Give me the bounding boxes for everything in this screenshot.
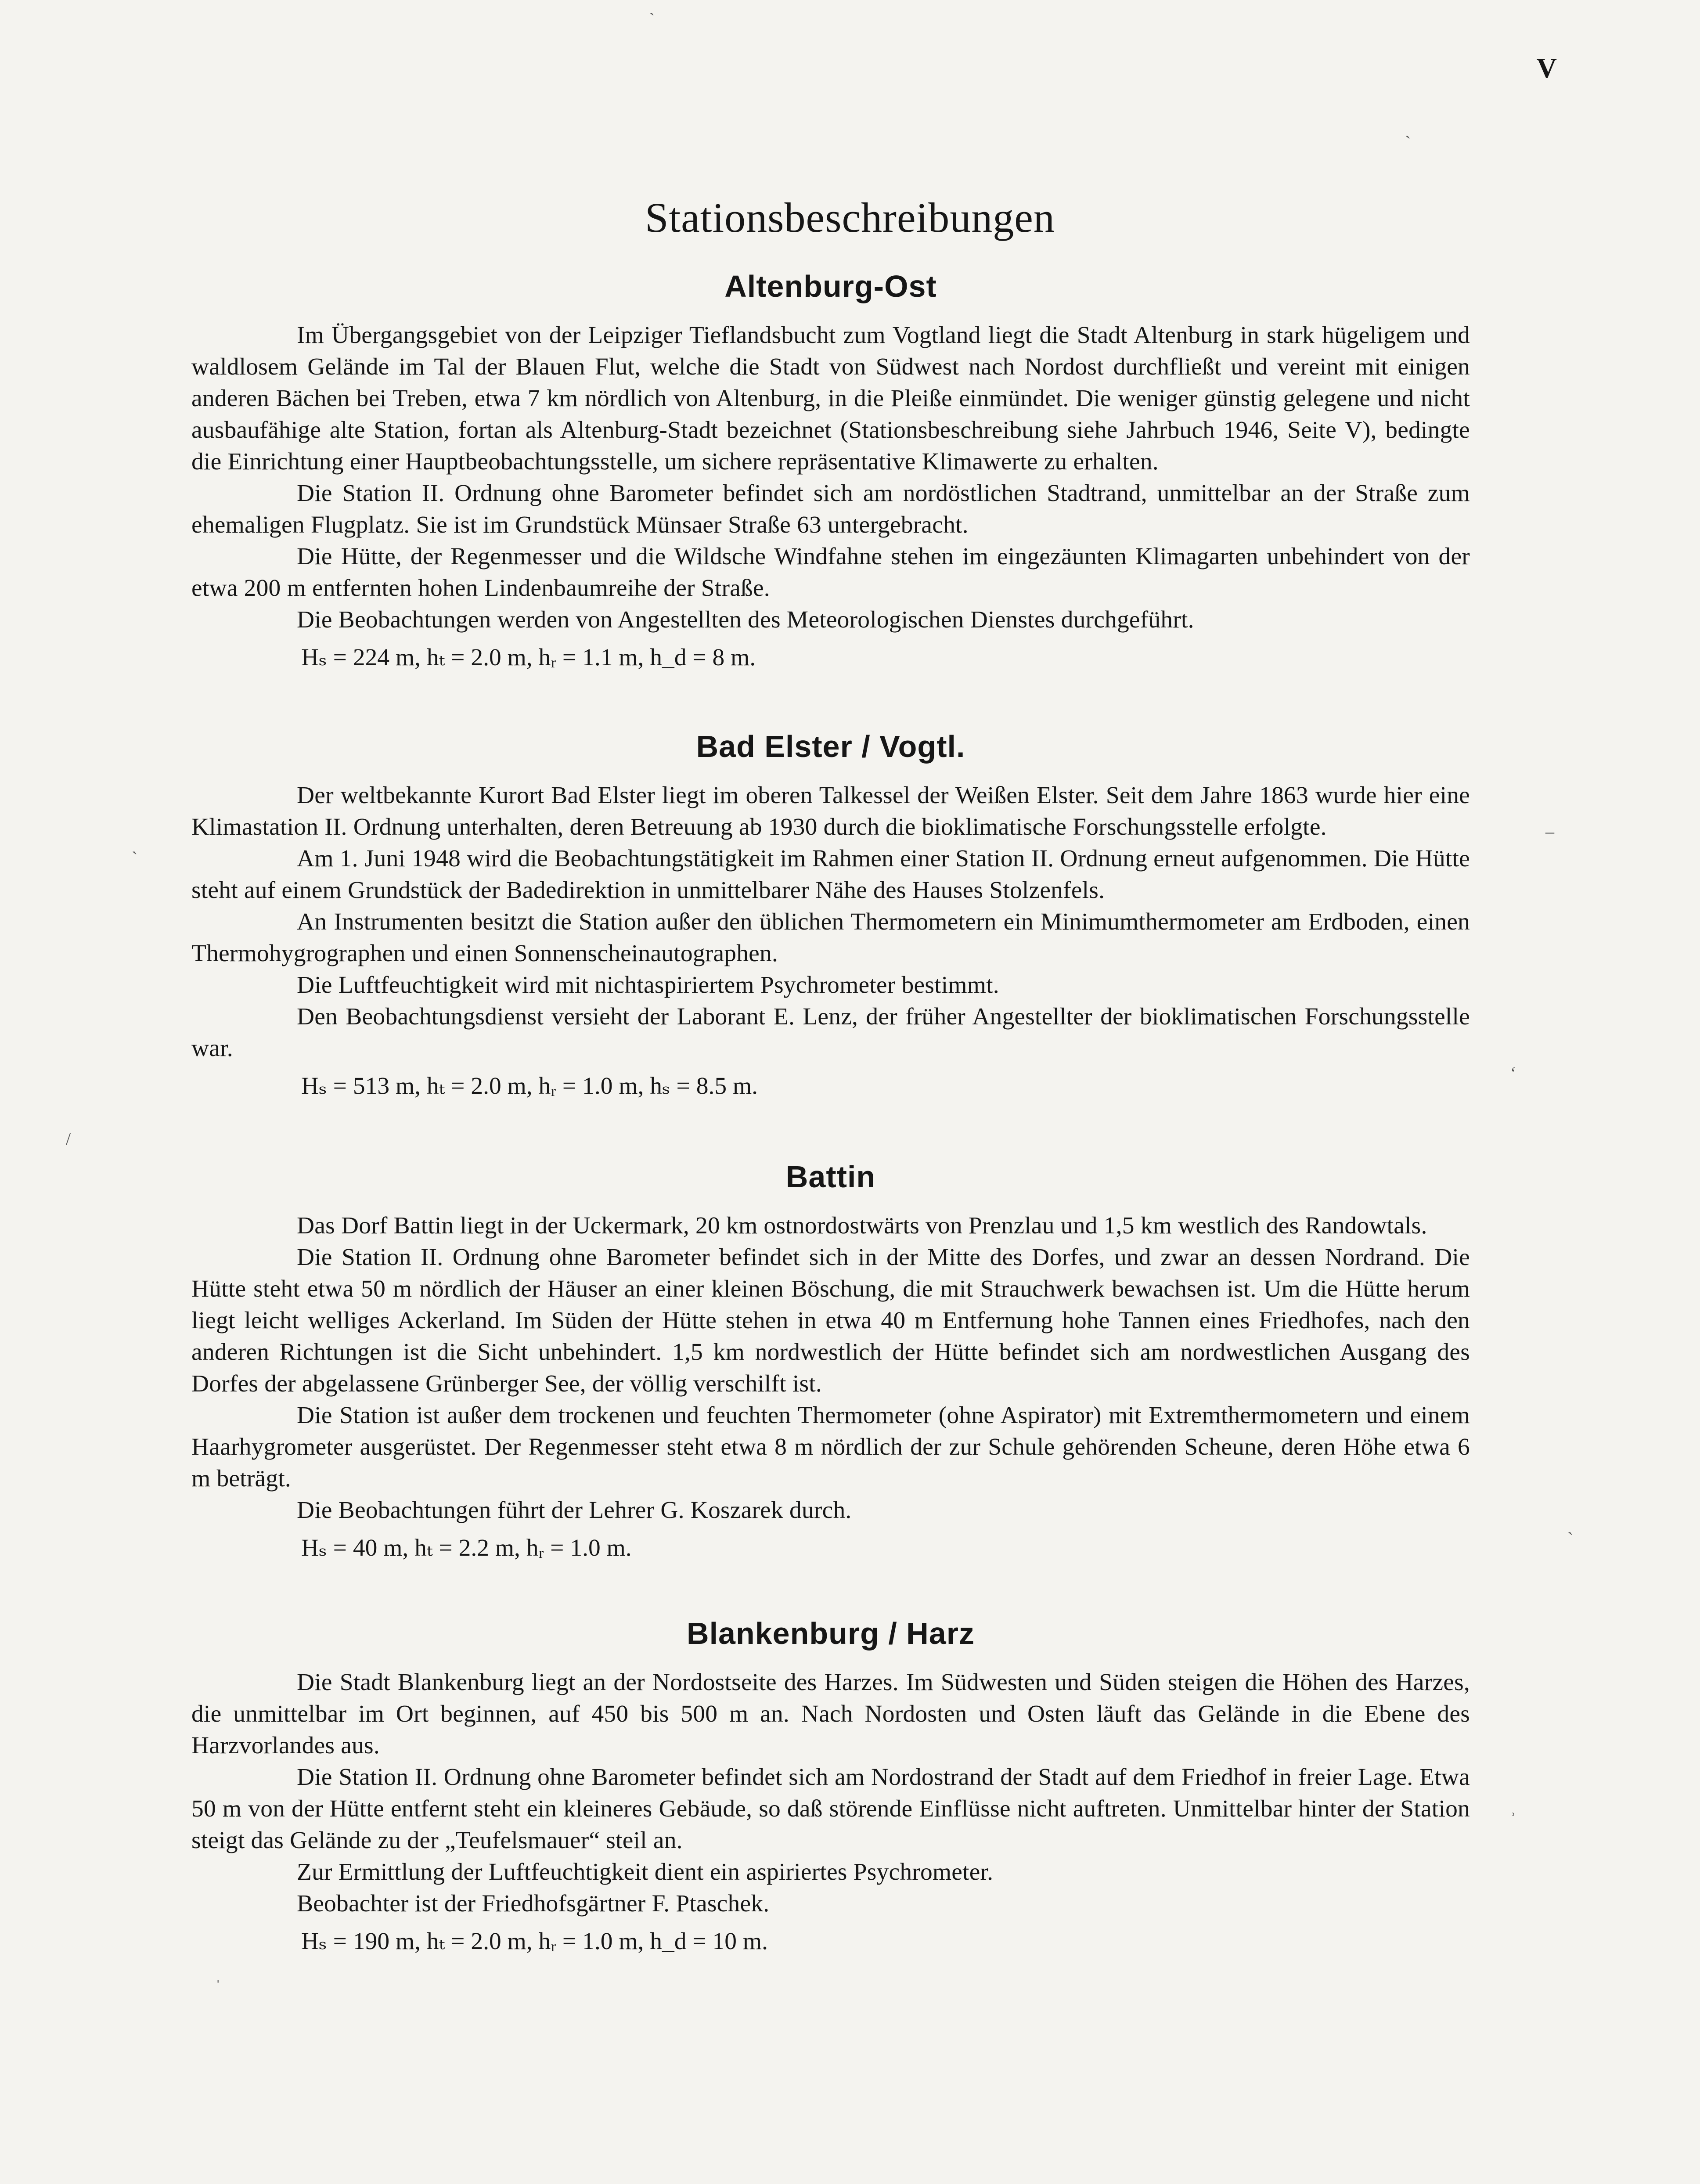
paragraph: Die Stadt Blankenburg liegt an der Nordostseite des Harzes. Im Südwesten und Süden steigen die Höhen des Harzes, die unmittelbar im Ort beginnen, auf 450 bis 500 m an. Nach Nordosten und Osten läuft das Gelände in die Ebene des Harzvorlandes aus. [191, 1669, 1470, 1759]
section-title: Blankenburg / Harz [687, 1616, 975, 1651]
paragraph: Die Station II. Ordnung ohne Barometer befindet sich am Nordostrand der Stadt auf dem Friedhof in freier Lage. Etwa 50 m von der Hütte entfernt steht ein kleineres Gebäude, so daß störende Einflüsse nicht auftreten. Unmittelbar hinter der Station steigt das Gelände zu der „Teufelsmauer“ steil an. [191, 1764, 1470, 1854]
paragraph: Die Station ist außer dem trockenen und feuchten Thermometer (ohne Aspirator) mit Extremthermometern und einem Haarhygrometer ausgerüstet. Der Regenmesser steht etwa 8 m nördlich der zur Schule gehörenden Scheune, deren Höhe etwa 6 m beträgt. [191, 1402, 1470, 1492]
scan-speck: ˌ [215, 1963, 221, 1983]
section-title: Altenburg-Ost [724, 269, 937, 303]
paragraph: Den Beobachtungsdienst versieht der Laborant E. Lenz, der früher Angestellter der bioklimatischen Forschungsstelle war. [191, 1003, 1470, 1062]
section-bad-elster [191, 729, 1470, 1104]
paragraph: Die Station II. Ordnung ohne Barometer befindet sich am nordöstlichen Stadtrand, unmittelbar an der Straße zum ehemaligen Flugplatz. Sie ist im Grundstück Münsaer Straße 63 untergebracht. [191, 480, 1470, 538]
section-battin [191, 1159, 1470, 1566]
paragraph: Der weltbekannte Kurort Bad Elster liegt im oberen Talkessel der Weißen Elster. Seit dem Jahre 1863 wurde hier eine Klimastation II. Ordnung unterhalten, deren Betreuung ab 1930 durch die bioklimatische Forschungsstelle erfolgte. [191, 782, 1470, 840]
station-heights-formula: Hₛ = 190 m, hₜ = 2.0 m, hᵣ = 1.0 m, h_d = 10 m. [301, 1928, 768, 1955]
page-number: V [1536, 52, 1557, 83]
paragraph: Im Übergangsgebiet von der Leipziger Tieflandsbucht zum Vogtland liegt die Stadt Altenburg in stark hügeligem und waldlosem Gelände im Tal der Blauen Flut, welche die Stadt von Südwest nach Nordost durchfließt und vereint mit einigen anderen Bächen bei Treben, etwa 7 km nördlich von Altenburg, in die Pleiße einmündet. Die weniger günstig gelegene und nicht ausbaufähige alte Station, fortan als Altenburg-Stadt bezeichnet (Stationsbeschreibung siehe Jahrbuch 1946, Seite V), bedingte die Einrichtung einer Hauptbeobachtungsstelle, um sichere repräsentative Klimawerte zu erhalten. [191, 322, 1470, 475]
paragraph: Am 1. Juni 1948 wird die Beobachtungstätigkeit im Rahmen einer Station II. Ordnung erneut aufgenommen. Die Hütte steht auf einem Grundstück der Badedirektion in unmittelbarer Nähe des Hauses Stolzenfels. [191, 845, 1470, 904]
scan-speck: ˋ [649, 9, 655, 29]
paragraph: Das Dorf Battin liegt in der Uckermark, 20 km ostnordostwärts von Prenzlau und 1,5 km westlich des Randowtals. [297, 1212, 1427, 1239]
section-altenburg-ost [191, 269, 1470, 675]
section-title: Bad Elster / Vogtl. [696, 729, 965, 764]
paragraph: Die Luftfeuchtigkeit wird mit nichtaspiriertem Psychrometer bestimmt. [297, 972, 999, 998]
scan-speck: ˎ [1567, 1515, 1574, 1535]
scan-speck: / [66, 1129, 71, 1149]
paragraph: Die Beobachtungen führt der Lehrer G. Koszarek durch. [297, 1497, 852, 1524]
station-heights-formula: Hₛ = 224 m, hₜ = 2.0 m, hᵣ = 1.1 m, h_d = 8 m. [301, 644, 756, 671]
paragraph: Zur Ermittlung der Luftfeuchtigkeit dient ein aspiriertes Psychrometer. [297, 1859, 994, 1885]
scan-speck: ˏ [132, 835, 138, 854]
paragraph: Die Station II. Ordnung ohne Barometer befindet sich in der Mitte des Dorfes, und zwar an dessen Nordrand. Die Hütte steht etwa 50 m nördlich der Häuser an einer kleinen Böschung, die mit Strauchwerk bewachsen ist. Um die Hütte herum liegt leicht welliges Ackerland. Im Süden der Hütte stehen in etwa 40 m Entfernung hohe Tannen eines Friedhofes, nach den anderen Richtungen ist die Sicht unbehindert. 1,5 km nordwestlich der Hütte befindet sich am nordwestlichen Ausgang des Dorfes der abgelassene Grünberger See, der völlig verschilft ist. [191, 1244, 1470, 1397]
scan-speck: – [1545, 822, 1554, 841]
paragraph: Die Hütte, der Regenmesser und die Wildsche Windfahne stehen im eingezäunten Klimagarten unbehindert von der etwa 200 m entfernten hohen Lindenbaumreihe der Straße. [191, 543, 1470, 602]
paragraph: Die Beobachtungen werden von Angestellten des Meteorologischen Dienstes durchgeführt. [297, 606, 1194, 633]
scan-speck: ʾ [1510, 1809, 1516, 1829]
scan-speck: ʻ [1510, 1063, 1516, 1083]
station-heights-formula: Hₛ = 40 m, hₜ = 2.2 m, hᵣ = 1.0 m. [301, 1535, 632, 1561]
section-title: Battin [785, 1160, 876, 1194]
paragraph: Beobachter ist der Friedhofsgärtner F. Ptaschek. [297, 1890, 770, 1917]
page-title: Stationsbeschreibungen [645, 194, 1055, 241]
scan-speck: ˎ [1405, 119, 1411, 139]
section-blankenburg [191, 1616, 1470, 1959]
paragraph: An Instrumenten besitzt die Station außer den üblichen Thermometern ein Minimumthermometer am Erdboden, einen Thermohygrographen und einen Sonnenscheinautographen. [191, 908, 1470, 967]
station-heights-formula: Hₛ = 513 m, hₜ = 2.0 m, hᵣ = 1.0 m, hₛ = 8.5 m. [301, 1073, 758, 1099]
